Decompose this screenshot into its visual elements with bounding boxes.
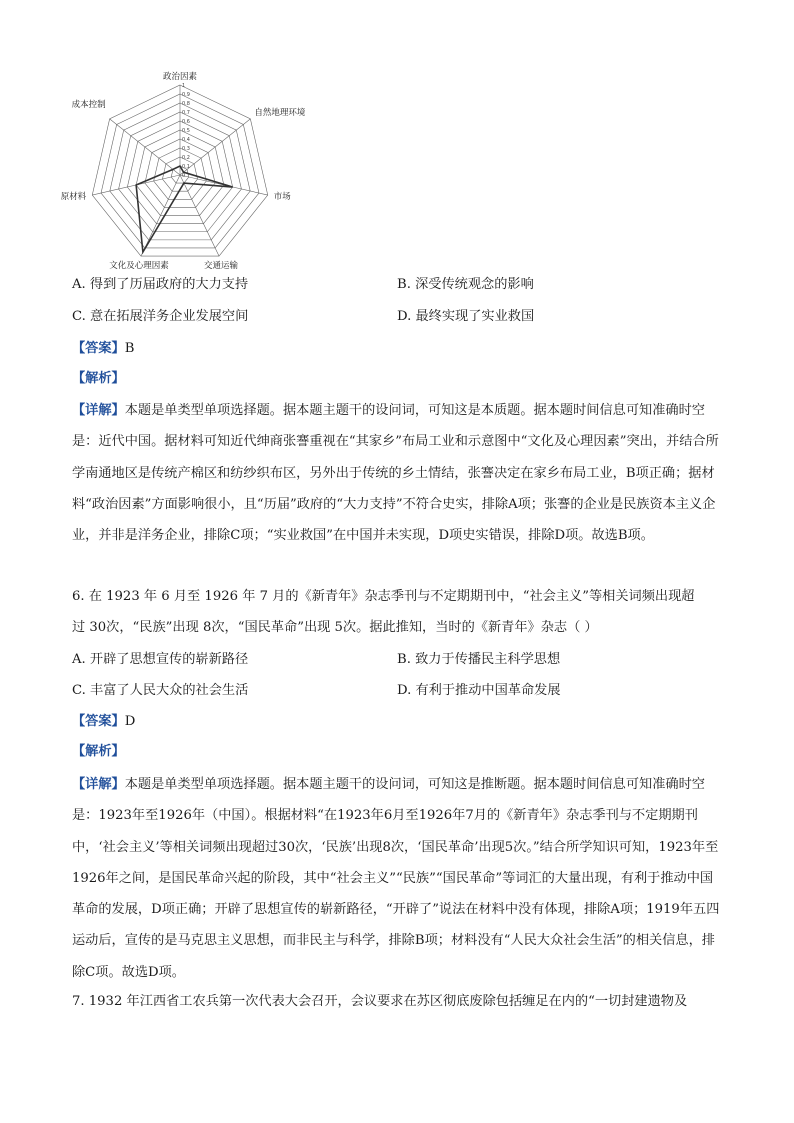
q5-option-c[interactable]: C. 意在拓展洋务企业发展空间 bbox=[72, 309, 249, 324]
radar-tick-label: 0.9 bbox=[182, 92, 190, 98]
answer-value: B bbox=[124, 341, 135, 356]
q5-option-b[interactable]: B. 深受传统观念的影响 bbox=[397, 277, 534, 292]
radar-axis-label: 自然地理环境 bbox=[254, 107, 306, 118]
q6-option-a[interactable]: A. 开辟了思想宣传的崭新路径 bbox=[72, 652, 249, 667]
q5-detail: 【详解】本题是单类型单项选择题。据本题主题干的设问词，可知这是本质题。据本题时间信息可知准确时空是：近代中国。据材料可知近代绅商张謇重视在“其家乡”布局工业和示意图中“文化及心理因素”突出，并结合所学南通地区是传统产棉区和纺纱织布区，另外出于传统的乡土情结，张謇决定在家乡布局工业，B项正确；据材料“政治因素”方面影响很小，且“历届”政府的“大力支持”不符合史实，排除A项；张謇的企业是民族资本主义企业，并非是洋务企业，排除C项；“实业救国”在中国并未实现，D项史实错误，排除D项。故选B项。 bbox=[72, 403, 719, 544]
q5-option-a[interactable]: A. 得到了历届政府的大力支持 bbox=[72, 277, 249, 292]
radar-tick-label: 0.6 bbox=[182, 119, 190, 125]
radar-tick-label: 0.7 bbox=[182, 110, 190, 116]
radar-tick-label: 0.4 bbox=[182, 137, 190, 143]
radar-axis-label: 原材料 bbox=[60, 192, 87, 203]
radar-axis-label: 成本控制 bbox=[71, 99, 106, 110]
radar-axis-label: 政治因素 bbox=[162, 72, 198, 82]
radar-tick-label: 0.5 bbox=[182, 128, 190, 134]
radar-tick-label: 0.8 bbox=[182, 101, 190, 107]
radar-tick-label: 0.2 bbox=[182, 155, 190, 161]
q6-option-c[interactable]: C. 丰富了人民大众的社会生活 bbox=[72, 683, 249, 698]
q6-stem-line-2: 过 30次，“民族”出现 8次，“国民革命”出现 5次。据此推知，当时的《新青年》杂志（ ） bbox=[72, 620, 598, 635]
radar-tick-label: 0.3 bbox=[182, 146, 190, 152]
q6-stem-line-1: 6. 在 1923 年 6 月至 1926 年 7 月的《新青年》杂志季刊与不定期期刊中，“社会主义”等相关词频出现超 bbox=[72, 589, 695, 604]
radar-spoke bbox=[110, 119, 180, 175]
radar-grid bbox=[92, 85, 267, 256]
q6-answer: 【答案】D bbox=[72, 714, 136, 729]
radar-tick-labels bbox=[182, 83, 190, 179]
radar-spoke bbox=[180, 119, 250, 175]
q5-answer bbox=[72, 339, 134, 359]
radar-tick-label: 0.1 bbox=[182, 164, 190, 170]
radar-chart bbox=[60, 60, 310, 272]
radar-axis-label: 市场 bbox=[273, 192, 291, 203]
q7-stem-line-1: 7. 1932 年江西省工农兵第一次代表大会召开，会议要求在苏区彻底废除包括缠足在内的“一切封建遗物及 bbox=[72, 994, 688, 1009]
q6-option-b[interactable]: B. 致力于传播民主科学思想 bbox=[397, 652, 561, 667]
radar-axis-label: 文化及心理因素 bbox=[109, 261, 169, 272]
radar-tick-label: 0 bbox=[182, 173, 186, 179]
radar-tick-label: 1 bbox=[182, 83, 186, 89]
q5-option-d[interactable]: D. 最终实现了实业救国 bbox=[397, 309, 535, 324]
q6-analysis-tag: 【解析】 bbox=[72, 744, 125, 759]
answer-tag: 【答案】 bbox=[72, 341, 125, 356]
q6-option-d[interactable]: D. 有利于推动中国革命发展 bbox=[397, 683, 561, 698]
q6-detail: 【详解】本题是单类型单项选择题。据本题主题干的设问词，可知这是推断题。据本题时间信息可知准确时空是：1923年至1926年（中国）。根据材料“在1923年6月至1926年7月的《新青年》杂志季刊与不定期期刊中，‘社会主义’等相关词频出现超过30次，‘民族’出现8次，‘国民革命’出现5次。”结合所学知识可知，1923年至1926年之间，是国民革命兴起的阶段，其中“社会主义”“民族”“国民革命”等词汇的大量出现，有利于推动中国革命的发展，D项正确；开辟了思想宣传的崭新路径，“开辟了”说法在材料中没有体现，排除A项；1919年五四运动后，宣传的是马克思主义思想，而非民主与科学，排除B项；材料没有“人民大众社会生活”的相关信息，排除C项。故选D项。 bbox=[72, 777, 720, 980]
q5-analysis-tag: 【解析】 bbox=[72, 371, 125, 386]
radar-axis-label: 交通运输 bbox=[204, 261, 239, 272]
